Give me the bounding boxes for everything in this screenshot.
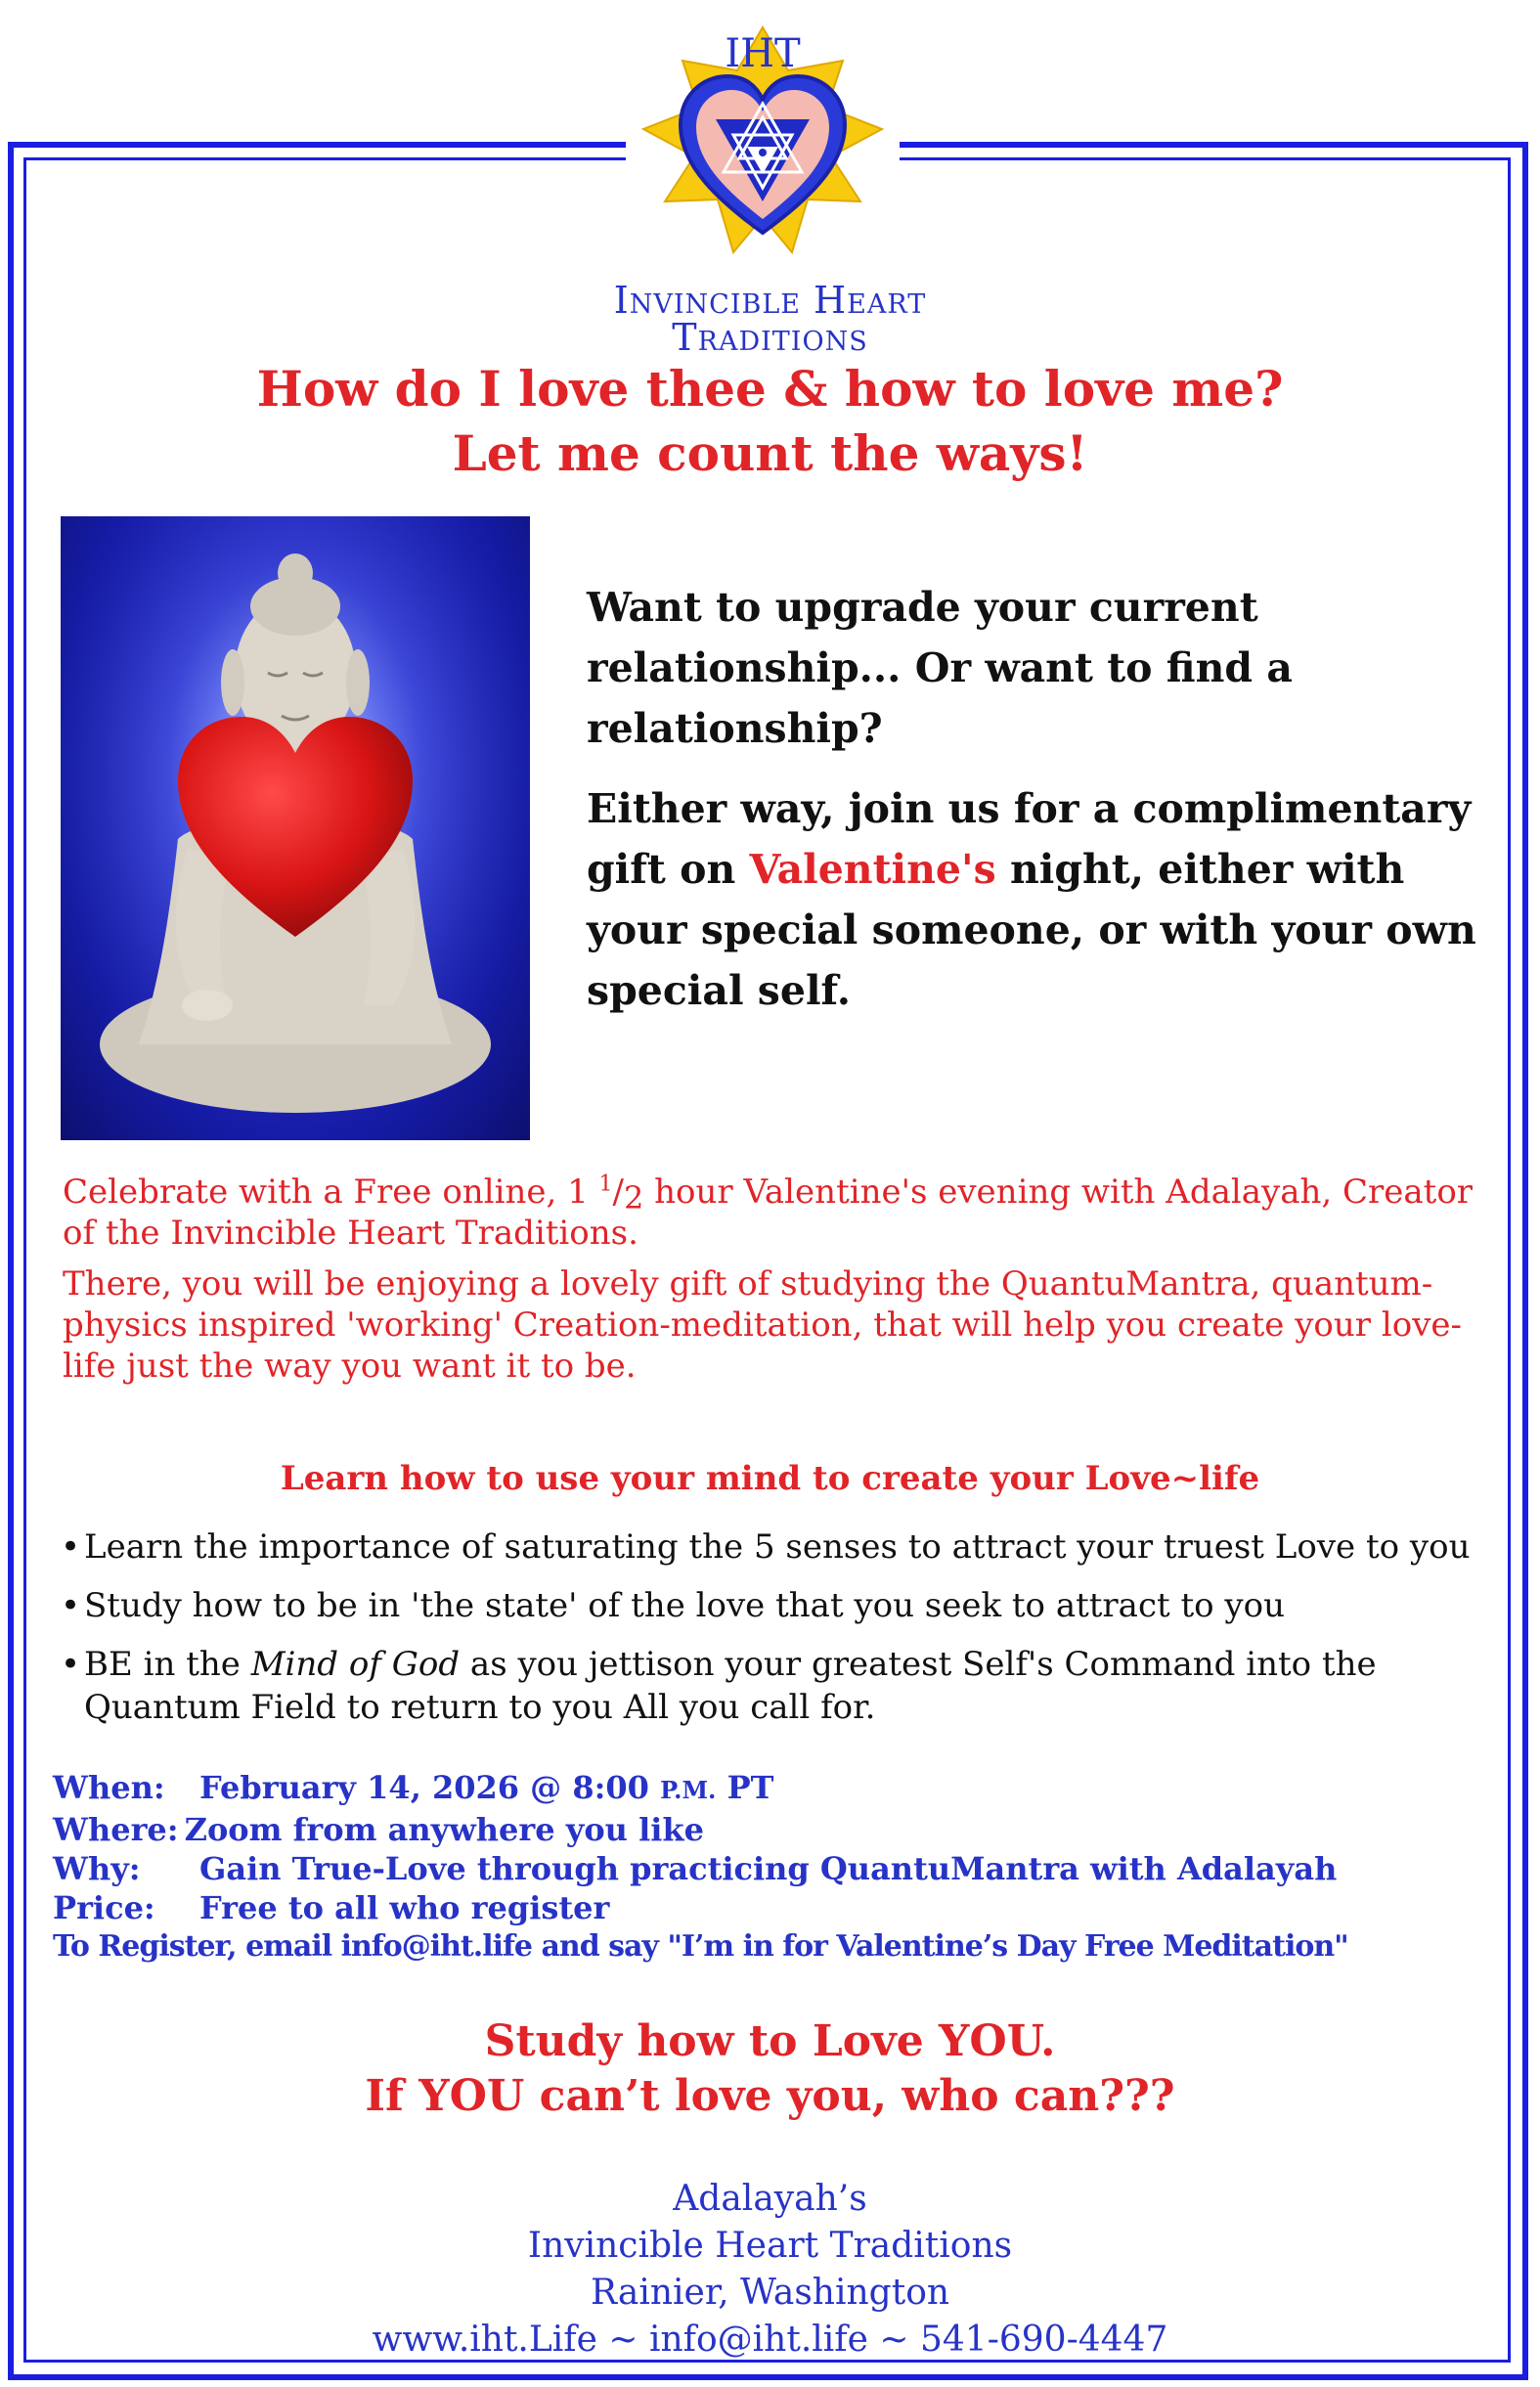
celebrate-para2: There, you will be enjoying a lovely gift of studying the QuantuMantra, quantum-physics inspired 'working' Creation-meditation, that will help you create your love-life just the way you want it to be. — [63, 1264, 1463, 1386]
list-item: • Study how to be in 'the state' of the love that you seek to attract to you — [61, 1584, 1508, 1627]
fraction-numerator: 1 — [598, 1171, 613, 1197]
footer-contact — [0, 2176, 1540, 2364]
footer-line2: Invincible Heart Traditions — [527, 2226, 1013, 2266]
why-label: Why: — [53, 1850, 141, 1887]
celebrate-para1 — [63, 1171, 1490, 1254]
event-details — [53, 1768, 1500, 1967]
intro-invitation — [587, 778, 1486, 1021]
study-line2: If YOU can’t love you, who can??? — [365, 2071, 1175, 2121]
logo-name-line1: Invincible Heart — [613, 279, 927, 322]
study-callout — [0, 2014, 1540, 2124]
where-row — [53, 1810, 1500, 1849]
price-row — [53, 1888, 1500, 1927]
headline-line2: Let me count the ways! — [452, 424, 1088, 482]
bullet3-post: as you jettison your greatest Self's Command into the Quantum Field to return to you All you call for. — [84, 1645, 1377, 1727]
why-row — [53, 1849, 1500, 1888]
buddha-illustration — [61, 516, 530, 1140]
celebrate-text — [63, 1171, 1490, 1396]
when-timezone: PT — [716, 1769, 774, 1806]
when-label: When: — [53, 1769, 165, 1806]
footer-line3: Rainier, Washington — [590, 2273, 950, 2313]
benefits-list — [61, 1525, 1508, 1745]
when-value — [199, 1768, 773, 1810]
where-value: Zoom from anywhere you like — [184, 1811, 704, 1848]
headline-line1: How do I love thee & how to love me? — [256, 360, 1284, 418]
price-value: Free to all who register — [199, 1889, 610, 1926]
bullet3-emphasis: Mind of God — [250, 1645, 461, 1684]
intro-text — [587, 577, 1486, 1040]
iht-logo — [626, 10, 900, 284]
celebrate-part1: Celebrate with a Free online, 1 — [63, 1172, 599, 1212]
when-row — [53, 1768, 1500, 1810]
learn-heading: Learn how to use your mind to create your Love~life — [280, 1459, 1260, 1498]
fraction-separator: / — [612, 1172, 624, 1212]
study-line1: Study how to Love YOU. — [484, 2016, 1056, 2066]
valentines-highlight: Valentine's — [749, 846, 996, 893]
when-date: February 14, 2026 @ 8:00 — [199, 1769, 661, 1806]
price-label: Price: — [53, 1889, 155, 1926]
when-pm: P.M. — [660, 1776, 717, 1804]
register-line: To Register, email info@iht.life and say "I’m in for Valentine’s Day Free Meditation" — [53, 1929, 1348, 1964]
celebrate-part2: hour Valentine's evening with Adalayah, Creator of the Invincible Heart Traditions. — [63, 1172, 1474, 1253]
bullet3-pre: BE in the — [84, 1645, 251, 1684]
intro-question: Want to upgrade your current relationship... Or want to find a relationship? — [587, 584, 1293, 752]
logo-initials: IHT — [725, 31, 801, 76]
footer-line1: Adalayah’s — [673, 2179, 867, 2219]
logo-wordmark — [0, 279, 1540, 359]
footer-line4: www.iht.Life ~ info@iht.life ~ 541-690-4447 — [372, 2320, 1168, 2360]
where-label: Where: — [53, 1811, 179, 1848]
intro-part1: Either way, join us for a complimentary gift on — [587, 785, 1472, 893]
list-item: • Learn the importance of saturating the 5 senses to attract your truest Love to you — [61, 1525, 1508, 1569]
fraction-denominator: 2 — [623, 1179, 644, 1216]
headline — [0, 357, 1540, 486]
intro-part2: night, either with your special someone, or with your own special self. — [587, 846, 1476, 1014]
why-value: Gain True-Love through practicing QuantuMantra with Adalayah — [199, 1850, 1338, 1887]
buddha-heart-photo — [61, 516, 530, 1140]
logo-name-line2: Traditions — [672, 316, 868, 359]
list-item — [61, 1643, 1508, 1729]
